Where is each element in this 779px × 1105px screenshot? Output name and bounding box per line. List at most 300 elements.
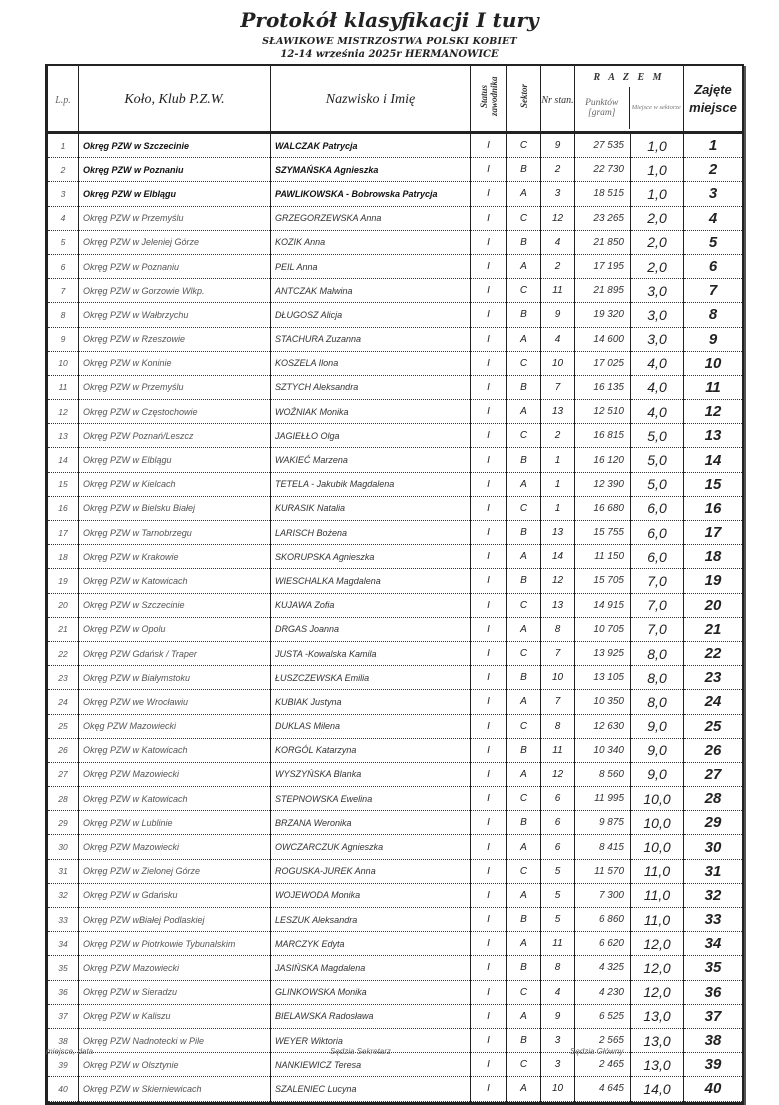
stand-number: 5 [541,859,575,883]
row-number: 22 [48,641,79,665]
table-row [48,230,743,254]
final-place-cell: 12 [684,400,743,424]
final-place-cell: 26 [684,738,743,762]
competitor-name: WIESCHALKA Magdalena [271,569,471,593]
sector-cell: A [507,545,541,569]
row-number: 8 [48,303,79,327]
competitor-name: TETELA - Jakubik Magdalena [271,472,471,496]
sector-cell: C [507,714,541,738]
club-cell: Okręg PZW w Jeleniej Górze [79,230,271,254]
competitor-name: ROGUSKA-JUREK Anna [271,859,471,883]
competitor-name: SKORUPSKA Agnieszka [271,545,471,569]
stand-number: 2 [541,158,575,182]
competitor-name: MARCZYK Edyta [271,932,471,956]
sector-place-cell: 14,0 [631,1077,684,1101]
points-cell: 6 620 [575,932,631,956]
stand-number: 3 [541,1053,575,1077]
sector-cell: A [507,883,541,907]
sector-cell: C [507,279,541,303]
final-place-cell: 7 [684,279,743,303]
status-cell: I [471,1077,507,1101]
competitor-name: LESZUK Aleksandra [271,908,471,932]
final-place-cell: 1 [684,133,743,158]
row-number: 5 [48,230,79,254]
club-cell: Okręg PZW w Sieradzu [79,980,271,1004]
sector-cell: C [507,1053,541,1077]
stand-number: 13 [541,593,575,617]
table-row [48,327,743,351]
sector-place-cell: 4,0 [631,400,684,424]
points-cell: 16 135 [575,375,631,399]
final-place-cell: 40 [684,1077,743,1101]
sector-cell: C [507,980,541,1004]
results-body [48,133,743,1102]
points-cell: 12 510 [575,400,631,424]
row-number: 6 [48,254,79,278]
club-cell: Okręg PZW w Skierniewicach [79,1077,271,1101]
row-number: 31 [48,859,79,883]
table-row [48,545,743,569]
status-cell: I [471,496,507,520]
competitor-name: DRGAS Joanna [271,617,471,641]
competitor-name: KORGÓL Katarzyna [271,738,471,762]
competitor-name: JASIŃSKA Magdalena [271,956,471,980]
club-cell: Okręg PZW w Poznaniu [79,254,271,278]
status-cell: I [471,351,507,375]
header-nr-stan: Nr stan. [541,66,575,133]
sector-cell: B [507,375,541,399]
stand-number: 3 [541,1028,575,1052]
stand-number: 1 [541,496,575,520]
final-place-cell: 9 [684,327,743,351]
sector-cell: A [507,835,541,859]
sector-cell: A [507,1077,541,1101]
points-cell: 14 600 [575,327,631,351]
table-row [48,1004,743,1028]
status-cell: I [471,327,507,351]
sector-cell: B [507,303,541,327]
club-cell: Okręg PZW w Wałbrzychu [79,303,271,327]
status-cell: I [471,883,507,907]
final-place-cell: 20 [684,593,743,617]
table-row [48,424,743,448]
club-cell: Okręg PZW w Piotrkowie Tybunalskim [79,932,271,956]
competitor-name: JUSTA -Kowalska Kamila [271,641,471,665]
sector-place-cell: 5,0 [631,424,684,448]
razem-title: R A Z E M [593,71,665,83]
points-cell: 19 320 [575,303,631,327]
sector-place-cell: 7,0 [631,593,684,617]
sector-cell: B [507,521,541,545]
final-place-cell: 32 [684,883,743,907]
sector-place-cell: 12,0 [631,980,684,1004]
stand-number: 7 [541,375,575,399]
header-club: Koło, Klub P.Z.W. [79,66,271,133]
sector-place-cell: 11,0 [631,908,684,932]
row-number: 21 [48,617,79,641]
club-cell: Okęg PZW Mazowiecki [79,714,271,738]
table-row [48,1028,743,1052]
stand-number: 4 [541,980,575,1004]
table-row [48,351,743,375]
final-place-cell: 23 [684,666,743,690]
row-number: 2 [48,158,79,182]
table-row [48,762,743,786]
stand-number: 8 [541,956,575,980]
row-number: 35 [48,956,79,980]
header-name: Nazwisko i Imię [271,66,471,133]
sector-cell: C [507,641,541,665]
row-number: 39 [48,1053,79,1077]
table-row [48,883,743,907]
stand-number: 4 [541,327,575,351]
final-place-cell: 16 [684,496,743,520]
sector-place-cell: 3,0 [631,327,684,351]
table-row [48,956,743,980]
table-row [48,182,743,206]
points-cell: 11 570 [575,859,631,883]
table-row [48,206,743,230]
final-place-cell: 30 [684,835,743,859]
sector-place-cell: 7,0 [631,617,684,641]
club-cell: Okręg PZW w Kaliszu [79,1004,271,1028]
status-cell: I [471,182,507,206]
points-cell: 6 860 [575,908,631,932]
table-row [48,1077,743,1101]
table-row [48,472,743,496]
sector-cell: A [507,932,541,956]
final-place-cell: 36 [684,980,743,1004]
points-cell: 16 680 [575,496,631,520]
header-points: Punktów [gram] [575,87,630,129]
club-cell: Okręg PZW w Białymstoku [79,666,271,690]
stand-number: 12 [541,569,575,593]
points-cell: 21 895 [575,279,631,303]
points-cell: 27 535 [575,133,631,158]
stand-number: 14 [541,545,575,569]
competitor-name: WYSZYŃSKA Blanka [271,762,471,786]
points-cell: 23 265 [575,206,631,230]
status-cell: I [471,932,507,956]
club-cell: Okręg PZW Mazowiecki [79,762,271,786]
sector-place-cell: 12,0 [631,932,684,956]
competitor-name: DŁUGOSZ Alicja [271,303,471,327]
sector-cell: C [507,787,541,811]
row-number: 3 [48,182,79,206]
table-row [48,400,743,424]
club-cell: Okręg PZW w Elblągu [79,182,271,206]
sector-cell: B [507,908,541,932]
sector-cell: A [507,400,541,424]
stand-number: 1 [541,448,575,472]
competitor-name: SZALENIEC Lucyna [271,1077,471,1101]
event-date-place: 12-14 września 2025r HERMANOWICE [280,49,499,60]
row-number: 11 [48,375,79,399]
points-cell: 12 630 [575,714,631,738]
points-cell: 15 755 [575,521,631,545]
status-cell: I [471,400,507,424]
club-cell: Okręg PZW w Gdańsku [79,883,271,907]
footer-place-date: miejsce, data [46,1047,94,1056]
final-place-cell: 18 [684,545,743,569]
points-cell: 8 415 [575,835,631,859]
competitor-name: JAGIEŁŁO Olga [271,424,471,448]
row-number: 14 [48,448,79,472]
club-cell: Okręg PZW w Szczecinie [79,133,271,158]
points-cell: 22 730 [575,158,631,182]
stand-number: 2 [541,254,575,278]
stand-number: 2 [541,424,575,448]
competitor-name: KURASIK Natalia [271,496,471,520]
sector-cell: A [507,617,541,641]
club-cell: Okręg PZW w Przemyślu [79,375,271,399]
table-row [48,835,743,859]
stand-number: 9 [541,133,575,158]
competitor-name: LARISCH Bożena [271,521,471,545]
final-place-cell: 31 [684,859,743,883]
row-number: 13 [48,424,79,448]
status-cell: I [471,375,507,399]
stand-number: 11 [541,932,575,956]
sector-place-cell: 9,0 [631,762,684,786]
club-cell: Okręg PZW w Olsztynie [79,1053,271,1077]
stand-number: 1 [541,472,575,496]
row-number: 16 [48,496,79,520]
table-row [48,641,743,665]
status-cell: I [471,158,507,182]
sector-place-cell: 3,0 [631,303,684,327]
final-place-cell: 27 [684,762,743,786]
status-cell: I [471,133,507,158]
sector-place-cell: 13,0 [631,1028,684,1052]
stand-number: 10 [541,666,575,690]
club-cell: Okręg PZW w Przemyślu [79,206,271,230]
row-number: 28 [48,787,79,811]
points-cell: 10 340 [575,738,631,762]
sector-place-cell: 2,0 [631,206,684,230]
table-row [48,811,743,835]
points-cell: 13 925 [575,641,631,665]
sector-place-cell: 9,0 [631,714,684,738]
table-row [48,787,743,811]
row-number: 4 [48,206,79,230]
club-cell: Okręg PZW w Lublinie [79,811,271,835]
sector-place-cell: 11,0 [631,883,684,907]
final-place-cell: 39 [684,1053,743,1077]
final-place-cell: 34 [684,932,743,956]
competitor-name: SZYMAŃSKA Agnieszka [271,158,471,182]
competitor-name: STEPNOWSKA Ewelina [271,787,471,811]
club-cell: Okręg PZW w Zielonej Górze [79,859,271,883]
competitor-name: PAWLIKOWSKA - Bobrowska Patrycja [271,182,471,206]
competitor-name: WALCZAK Patrycja [271,133,471,158]
sector-place-cell: 12,0 [631,956,684,980]
stand-number: 7 [541,690,575,714]
sector-cell: A [507,1004,541,1028]
sector-place-cell: 6,0 [631,521,684,545]
table-row [48,303,743,327]
status-cell: I [471,1028,507,1052]
row-number: 32 [48,883,79,907]
final-place-cell: 15 [684,472,743,496]
final-place-cell: 5 [684,230,743,254]
row-number: 10 [48,351,79,375]
sector-place-cell: 8,0 [631,666,684,690]
table-row [48,375,743,399]
stand-number: 11 [541,738,575,762]
club-cell: Okręg PZW wBiałej Podlaskiej [79,908,271,932]
stand-number: 6 [541,811,575,835]
final-place-cell: 33 [684,908,743,932]
sector-place-cell: 2,0 [631,254,684,278]
final-place-cell: 19 [684,569,743,593]
points-cell: 18 515 [575,182,631,206]
competitor-name: WOJEWODA Monika [271,883,471,907]
status-cell: I [471,254,507,278]
final-place-cell: 22 [684,641,743,665]
competitor-name: BIELAWSKA Radosława [271,1004,471,1028]
club-cell: Okręg PZW w Krakowie [79,545,271,569]
sector-cell: A [507,327,541,351]
header-status: Status zawodnika [471,66,507,133]
table-row [48,980,743,1004]
club-cell: Okręg PZW w Kielcach [79,472,271,496]
stand-number: 12 [541,762,575,786]
status-cell: I [471,714,507,738]
club-cell: Okręg PZW Gdańsk / Traper [79,641,271,665]
row-number: 33 [48,908,79,932]
final-place-cell: 2 [684,158,743,182]
row-number: 9 [48,327,79,351]
sector-place-cell: 1,0 [631,158,684,182]
points-cell: 15 705 [575,569,631,593]
stand-number: 12 [541,206,575,230]
competitor-name: KUJAWA Zofia [271,593,471,617]
table-row [48,133,743,158]
status-cell: I [471,859,507,883]
points-cell: 2 565 [575,1028,631,1052]
status-cell: I [471,424,507,448]
points-cell: 14 915 [575,593,631,617]
club-cell: Okręg PZW w Koninie [79,351,271,375]
stand-number: 4 [541,230,575,254]
sector-cell: B [507,1028,541,1052]
sector-cell: B [507,158,541,182]
status-cell: I [471,593,507,617]
sector-cell: C [507,496,541,520]
sector-place-cell: 10,0 [631,811,684,835]
club-cell: Okręg PZW Mazowiecki [79,835,271,859]
final-place-cell: 29 [684,811,743,835]
sector-cell: C [507,424,541,448]
row-number: 25 [48,714,79,738]
points-cell: 21 850 [575,230,631,254]
row-number: 24 [48,690,79,714]
status-cell: I [471,690,507,714]
sector-cell: A [507,472,541,496]
points-cell: 4 645 [575,1077,631,1101]
footer-chief-judge: Sędzia Główny [570,1047,624,1056]
sector-cell: B [507,448,541,472]
sector-place-cell: 1,0 [631,182,684,206]
header-sector: Sektor [507,66,541,133]
club-cell: Okręg PZW Nadnotecki w Pile [79,1028,271,1052]
competitor-name: WAKIEĆ Marzena [271,448,471,472]
points-cell: 12 390 [575,472,631,496]
club-cell: Okręg PZW w Rzeszowie [79,327,271,351]
row-number: 30 [48,835,79,859]
stand-number: 5 [541,883,575,907]
final-place-cell: 6 [684,254,743,278]
row-number: 19 [48,569,79,593]
points-cell: 2 465 [575,1053,631,1077]
table-row [48,521,743,545]
competitor-name: WOŹNIAK Monika [271,400,471,424]
status-cell: I [471,545,507,569]
status-cell: I [471,472,507,496]
status-cell: I [471,980,507,1004]
final-place-cell: 10 [684,351,743,375]
competitor-name: OWCZARCZUK Agnieszka [271,835,471,859]
status-cell: I [471,835,507,859]
status-cell: I [471,617,507,641]
competitor-name: NANKIEWICZ Teresa [271,1053,471,1077]
sector-place-cell: 4,0 [631,375,684,399]
row-number: 15 [48,472,79,496]
final-place-cell: 17 [684,521,743,545]
points-cell: 17 025 [575,351,631,375]
table-row [48,448,743,472]
table-row [48,738,743,762]
status-cell: I [471,762,507,786]
sector-place-cell: 7,0 [631,569,684,593]
table-row [48,690,743,714]
status-cell: I [471,230,507,254]
sector-place-cell: 2,0 [631,230,684,254]
sector-cell: C [507,859,541,883]
competitor-name: BRZANA Weronika [271,811,471,835]
sector-place-cell: 10,0 [631,835,684,859]
document-title: Protokół klasyfikacji I tury [240,8,539,32]
row-number: 40 [48,1077,79,1101]
stand-number: 6 [541,787,575,811]
final-place-cell: 21 [684,617,743,641]
status-cell: I [471,908,507,932]
sector-place-cell: 11,0 [631,859,684,883]
final-place-cell: 24 [684,690,743,714]
table-row [48,666,743,690]
row-number: 34 [48,932,79,956]
table-row [48,1053,743,1077]
sector-cell: B [507,811,541,835]
club-cell: Okręg PZW w Opolu [79,617,271,641]
stand-number: 8 [541,617,575,641]
stand-number: 11 [541,279,575,303]
status-cell: I [471,956,507,980]
sector-cell: B [507,738,541,762]
competitor-name: PEIL Anna [271,254,471,278]
stand-number: 3 [541,182,575,206]
sector-cell: A [507,182,541,206]
table-header-row [48,66,743,133]
competitor-name: GLINKOWSKA Monika [271,980,471,1004]
club-cell: Okręg PZW w Katowicach [79,787,271,811]
sector-cell: B [507,230,541,254]
club-cell: Okręg PZW w Szczecinie [79,593,271,617]
sector-place-cell: 4,0 [631,351,684,375]
row-number: 18 [48,545,79,569]
table-row [48,569,743,593]
